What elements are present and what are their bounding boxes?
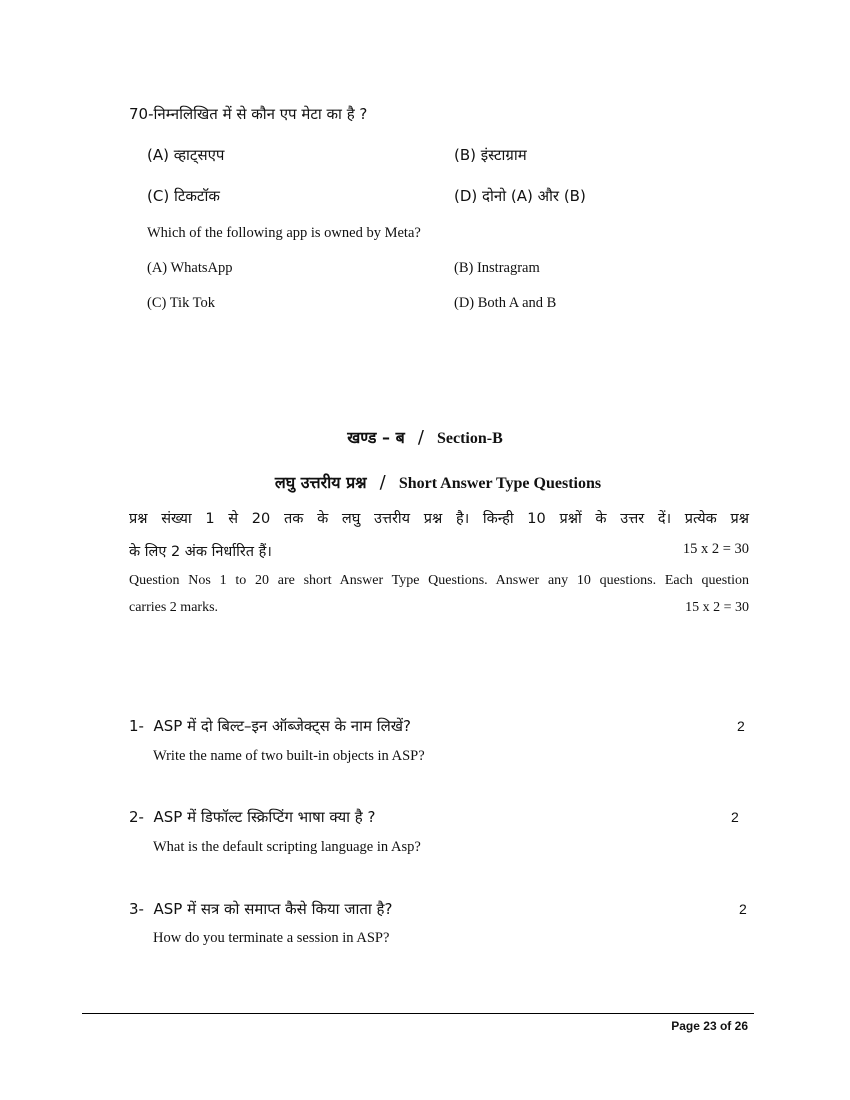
- footer-divider: [82, 1013, 754, 1014]
- q70-option-b-en: (B) Instragram: [454, 260, 540, 276]
- q70-option-b-hi: (B) इंस्टाग्राम: [454, 146, 527, 164]
- q70-text-hi: निम्नलिखित में से कौन एप मेटा का है ?: [153, 105, 368, 123]
- question-3-text-en: How do you terminate a session in ASP?: [153, 930, 390, 946]
- instructions-en-line2: carries 2 marks.: [129, 600, 219, 615]
- section-heading-hi: खण्ड – ब: [347, 428, 405, 447]
- question-1-marks: 2: [737, 718, 745, 734]
- question-3-text-hi: ASP में सत्र को समाप्त कैसे किया जाता है?: [153, 900, 393, 918]
- page-number: [671, 1019, 748, 1033]
- page-current: 23: [703, 1019, 717, 1033]
- section-subheading-hi: लघु उत्तरीय प्रश्न: [274, 473, 367, 492]
- q70-option-d-hi: (D) दोनो (A) और (B): [454, 187, 586, 205]
- question-3-marks: 2: [739, 901, 747, 917]
- question-2-number: 2-: [129, 808, 144, 826]
- marks-total-en: 15 x 2 = 30: [685, 600, 749, 615]
- question-2-marks: 2: [731, 809, 739, 825]
- question-1-number: 1-: [129, 717, 144, 735]
- q70-option-c-en: (C) Tik Tok: [147, 295, 216, 311]
- section-subheading-separator: /: [379, 472, 386, 493]
- section-heading: [0, 426, 850, 448]
- section-subheading-en: Short Answer Type Questions: [398, 475, 602, 492]
- q70-question-en: Which of the following app is owned by Meta?: [147, 225, 421, 241]
- q70-option-d-en: (D) Both A and B: [454, 295, 557, 311]
- page-of: of: [719, 1019, 732, 1033]
- question-1-text-hi: ASP में दो बिल्ट–इन ऑब्जेक्ट्स के नाम लिखें?: [153, 717, 412, 735]
- question-2-text-en: What is the default scripting language in Asp?: [153, 839, 421, 855]
- question-1-text-en: Write the name of two built-in objects in ASP?: [153, 748, 425, 764]
- page-total: 26: [734, 1019, 748, 1033]
- question-2-text-hi: ASP में डिफॉल्ट स्क्रिप्टिंग भाषा क्या है ?: [153, 808, 376, 826]
- q70-number: 70-: [129, 105, 154, 123]
- question-1-hi: [129, 716, 411, 736]
- q70-option-a-en: (A) WhatsApp: [147, 260, 233, 276]
- q70-option-a-hi: (A) व्हाट्सएप: [147, 146, 225, 164]
- instructions-hi-line2: के लिए 2 अंक निर्धारित हैं।: [129, 544, 272, 560]
- question-3-number: 3-: [129, 900, 144, 918]
- marks-total-hi: 15 x 2 = 30: [682, 541, 749, 557]
- question-2-hi: [129, 807, 376, 827]
- instructions-hi-line1: प्रश्न संख्या 1 से 20 तक के लघु उत्तरीय प्रश्न है। किन्ही 10 प्रश्नों के उत्तर दें। प्रत्येक प्रश्न: [129, 511, 749, 527]
- section-heading-en: Section-B: [437, 430, 503, 447]
- section-subheading: [0, 471, 850, 493]
- instructions-en-line1: Question Nos 1 to 20 are short Answer Type Questions. Answer any 10 questions. Each question: [129, 573, 749, 588]
- question-3-hi: [129, 899, 392, 919]
- section-heading-separator: /: [417, 427, 424, 448]
- q70-question-hi: [129, 104, 367, 124]
- q70-option-c-hi: (C) टिकटॉक: [147, 187, 220, 205]
- page-label: Page: [671, 1019, 700, 1033]
